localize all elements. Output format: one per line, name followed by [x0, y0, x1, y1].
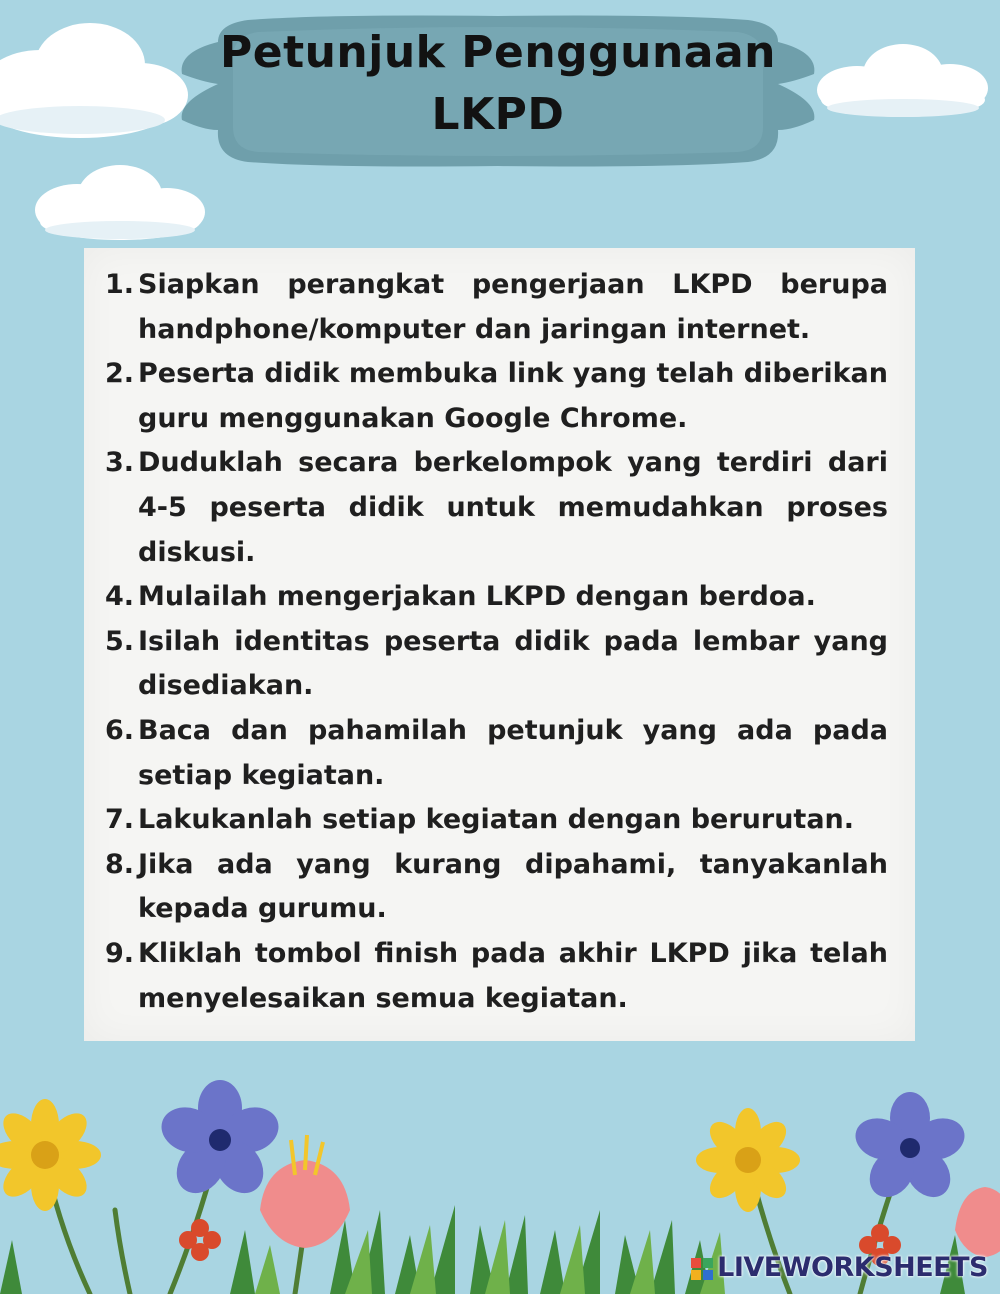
instruction-list: [105, 263, 888, 1021]
list-item: [105, 843, 888, 932]
item-text: Siapkan perangkat pengerjaan LKPD berupa handphone/komputer dan jaringan internet.: [138, 269, 888, 345]
item-number: 8.: [105, 848, 135, 880]
item-text: Peserta didik membuka link yang telah diberikan guru menggunakan Google Chrome.: [138, 358, 888, 434]
cloud-top-left: [0, 10, 190, 150]
list-item: [105, 620, 888, 709]
item-text: Mulailah mengerjakan LKPD dengan berdoa.: [138, 581, 816, 613]
item-number: 3.: [105, 447, 135, 479]
liveworksheets-logo-icon: [691, 1258, 713, 1280]
list-item: [105, 798, 888, 843]
list-item: [105, 932, 888, 1021]
item-text: Baca dan pahamilah petunjuk yang ada pada setiap kegiatan.: [138, 714, 888, 791]
list-item: [105, 709, 888, 798]
list-item: [105, 575, 888, 620]
list-item: [105, 441, 888, 575]
item-number: 1.: [105, 269, 135, 300]
item-number: 4.: [105, 581, 135, 613]
item-number: 6.: [105, 714, 135, 746]
liveworksheets-watermark: [691, 1252, 988, 1283]
list-item: [105, 352, 888, 441]
item-number: 2.: [105, 358, 135, 390]
cloud-top-right: [815, 38, 990, 123]
item-number: 7.: [105, 804, 135, 836]
item-number: 9.: [105, 937, 135, 969]
item-text: Kliklah tombol finish pada akhir LKPD jika telah menyelesaikan semua kegiatan.: [138, 937, 888, 1014]
item-number: 5.: [105, 625, 135, 657]
item-text: Isilah identitas peserta didik pada lembar yang disediakan.: [138, 625, 888, 702]
list-item: [105, 263, 888, 352]
item-text: Lakukanlah setiap kegiatan dengan berurutan.: [138, 804, 855, 836]
item-text: Jika ada yang kurang dipahami, tanyakanlah kepada gurumu.: [138, 848, 888, 925]
page-title: Petunjuk Penggunaan LKPD: [219, 27, 777, 140]
cloud-left: [32, 160, 207, 245]
watermark-text: LIVEWORKSHEETS: [717, 1252, 988, 1283]
item-text: Duduklah secara berkelompok yang terdiri dari 4-5 peserta didik untuk memudahkan proses diskusi.: [138, 447, 888, 568]
